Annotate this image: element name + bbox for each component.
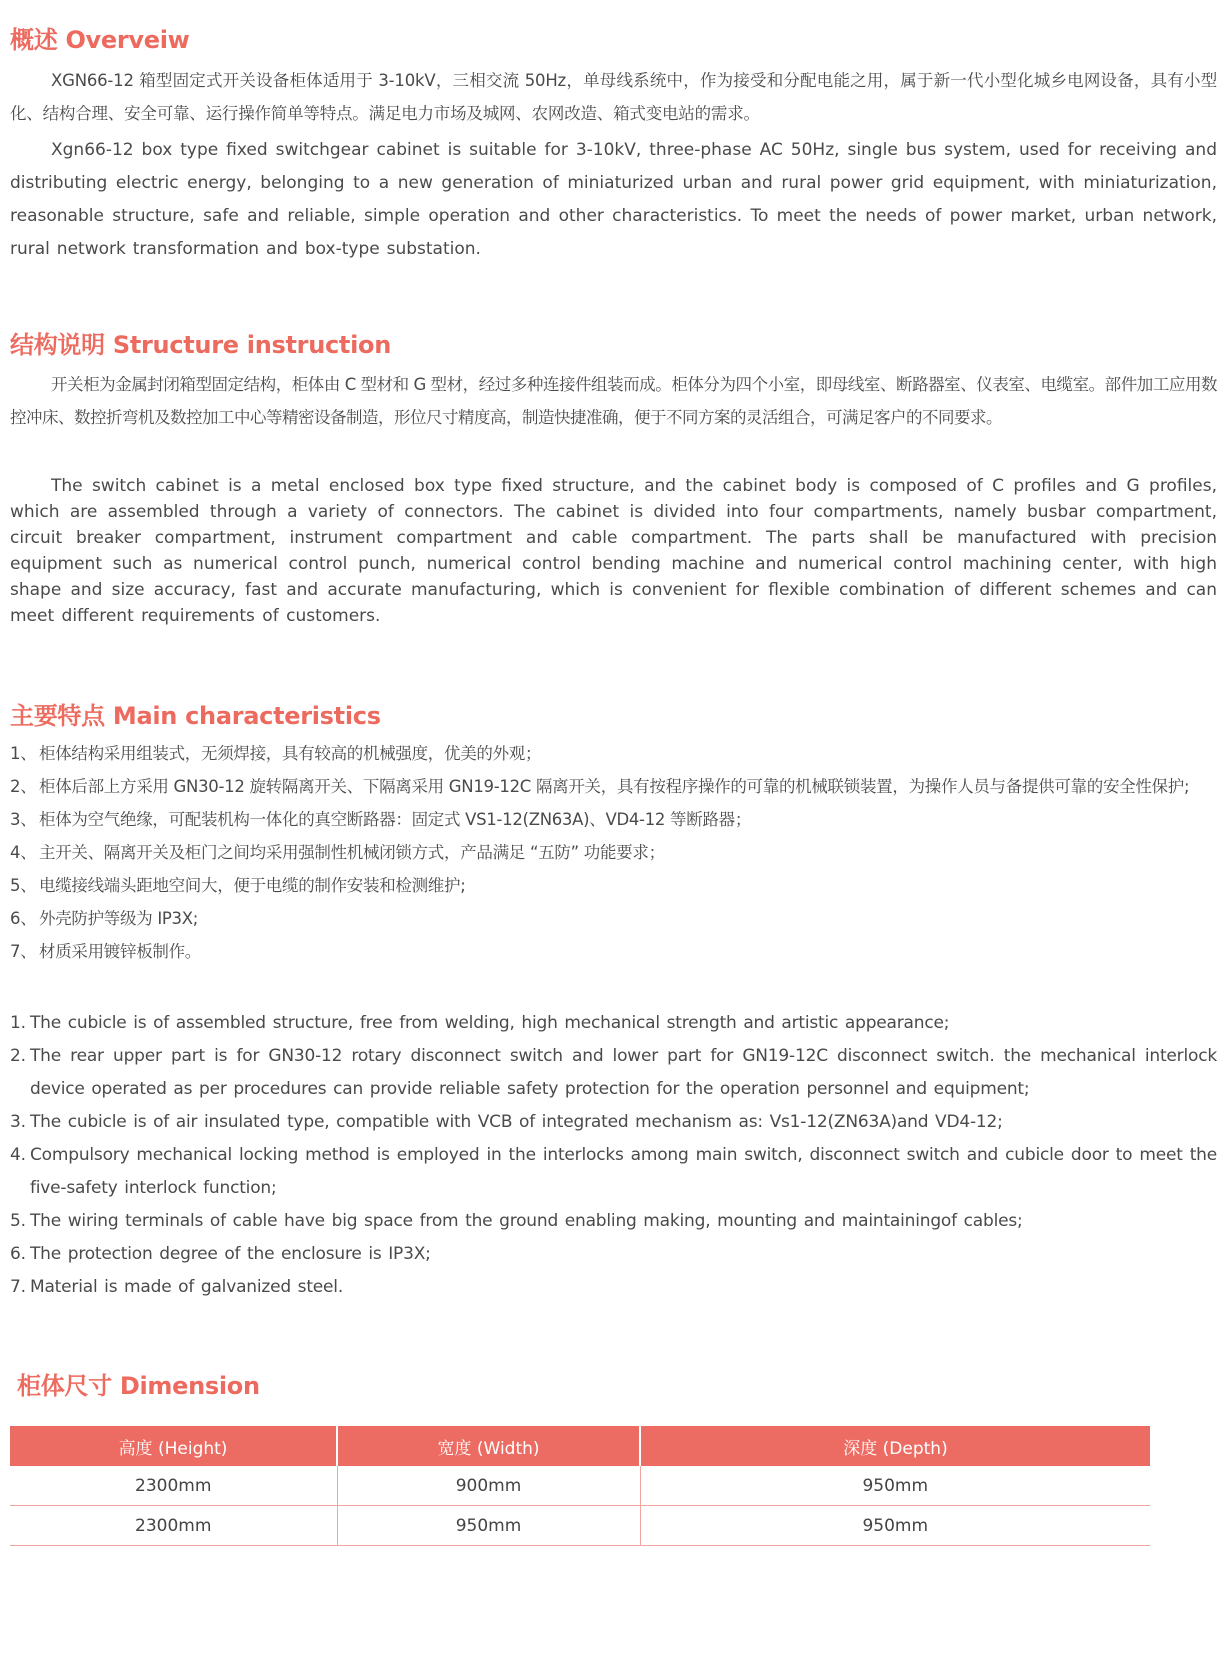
list-item — [10, 1271, 1217, 1304]
table-cell: 2300mm — [10, 1506, 337, 1546]
list-item-number: 3、 — [10, 810, 37, 829]
list-item-text: Material is made of galvanized steel. — [30, 1277, 344, 1297]
list-item-text: The cubicle is of air insulated type, compatible with VCB of integrated mechanism as: Vs1-12(ZN63A)and VD4-12; — [30, 1112, 1003, 1132]
list-item-number: 7、 — [10, 942, 37, 961]
table-row — [10, 1466, 1150, 1506]
characteristics-en-list — [10, 1007, 1217, 1304]
table-cell: 950mm — [640, 1506, 1150, 1546]
list-item-text: The wiring terminals of cable have big space from the ground enabling making, mounting and maintainingof cables; — [30, 1211, 1023, 1231]
table-cell: 950mm — [640, 1466, 1150, 1506]
list-item — [10, 1205, 1217, 1238]
overview-heading: 概述 Overveiw — [10, 26, 190, 54]
column-header-width: 宽度 (Width) — [337, 1426, 640, 1466]
list-item — [10, 1007, 1217, 1040]
list-item — [10, 869, 1217, 902]
list-item-number: 5、 — [10, 876, 37, 895]
characteristics-cn-list — [10, 737, 1217, 968]
list-item-number: 3. — [10, 1112, 26, 1132]
structure-en-paragraph: The switch cabinet is a metal enclosed box type fixed structure, and the cabinet body is composed of C profiles and G profiles, which are assembled through a variety of connectors. The cabinet is divided into four compartments, namely busbar compartment, circuit breaker compartment, instrument compartment and cable compartment. The parts shall be manufactured with precision equipment such as numerical control punch, numerical control bending machine and numerical control machining center, with high shape and size accuracy, fast and accurate manufacturing, which is convenient for flexible combination of different schemes and can meet different requirements of customers. — [10, 476, 1217, 626]
list-item-text: The cubicle is of assembled structure, free from welding, high mechanical strength and artistic appearance; — [30, 1013, 950, 1033]
list-item-number: 5. — [10, 1211, 26, 1231]
list-item-number: 4、 — [10, 843, 37, 862]
dimension-heading: 柜体尺寸 Dimension — [17, 1372, 260, 1400]
list-item — [10, 1040, 1217, 1106]
table-cell: 950mm — [337, 1506, 640, 1546]
structure-heading: 结构说明 Structure instruction — [10, 331, 391, 359]
overview-cn-paragraph: XGN66-12 箱型固定式开关设备柜体适用于 3-10kV，三相交流 50Hz，单母线系统中，作为接受和分配电能之用，属于新一代小型化城乡电网设备，具有小型化、结构合理、安全可靠、运行操作简单等特点。满足电力市场及城网、农网改造、箱式变电站的需求。 — [10, 71, 1217, 123]
characteristics-heading: 主要特点 Main characteristics — [10, 702, 381, 730]
list-item-text: Compulsory mechanical locking method is employed in the interlocks among main switch, disconnect switch and cubicle door to meet the five-safety interlock function; — [30, 1145, 1217, 1198]
table-cell: 2300mm — [10, 1466, 337, 1506]
table-row — [10, 1506, 1150, 1546]
dimension-table — [10, 1426, 1150, 1546]
list-item-text: 电缆接线端头距地空间大，便于电缆的制作安装和检测维护; — [39, 876, 466, 895]
list-item-text: 材质采用镀锌板制作。 — [39, 942, 202, 961]
list-item-number: 2. — [10, 1046, 26, 1066]
structure-cn-paragraph: 开关柜为金属封闭箱型固定结构，柜体由 C 型材和 G 型材，经过多种连接件组装而成。柜体分为四个小室，即母线室、断路器室、仪表室、电缆室。部件加工应用数控冲床、数控折弯机及数控加工中心等精密设备制造，形位尺寸精度高，制造快捷准确，便于不同方案的灵活组合，可满足客户的不同要求。 — [10, 375, 1217, 427]
list-item — [10, 1106, 1217, 1139]
list-item — [10, 836, 1217, 869]
overview-en-paragraph: Xgn66-12 box type fixed switchgear cabinet is suitable for 3-10kV, three-phase AC 50Hz, single bus system, used for receiving and distributing electric energy, belonging to a new generation of miniaturized urban and rural power grid equipment, with miniaturization, reasonable structure, safe and reliable, simple operation and other characteristics. To meet the needs of power market, urban network, rural network transformation and box-type substation. — [10, 140, 1217, 259]
list-item-text: 主开关、隔离开关及柜门之间均采用强制性机械闭锁方式，产品满足 “五防” 功能要求； — [39, 843, 665, 862]
list-item-text: 外壳防护等级为 IP3X; — [39, 909, 199, 928]
list-item-text: 柜体后部上方采用 GN30-12 旋转隔离开关、下隔离采用 GN19-12C 隔离开关，具有按程序操作的可靠的机械联锁装置，为操作人员与备提供可靠的安全性保护; — [39, 777, 1190, 796]
column-header-depth: 深度 (Depth) — [640, 1426, 1150, 1466]
list-item-text: The rear upper part is for GN30-12 rotary disconnect switch and lower part for GN19-12C disconnect switch. the mechanical interlock device operated as per procedures can provide reliable safety protection for the operation personnel and equipment; — [30, 1046, 1217, 1099]
list-item — [10, 1238, 1217, 1271]
list-item — [10, 803, 1217, 836]
list-item-text: 柜体为空气绝缘，可配装机构一体化的真空断路器：固定式 VS1-12(ZN63A)、VD4-12 等断路器； — [39, 810, 752, 829]
list-item — [10, 770, 1217, 803]
list-item-number: 6. — [10, 1244, 26, 1264]
list-item-number: 7. — [10, 1277, 26, 1297]
list-item-text: The protection degree of the enclosure is IP3X; — [30, 1244, 431, 1264]
column-header-height: 高度 (Height) — [10, 1426, 337, 1466]
list-item — [10, 737, 1217, 770]
list-item-number: 1. — [10, 1013, 26, 1033]
list-item-number: 4. — [10, 1145, 26, 1165]
list-item-number: 2、 — [10, 777, 37, 796]
list-item-text: 柜体结构采用组装式，无须焊接，具有较高的机械强度，优美的外观； — [39, 744, 542, 763]
list-item — [10, 902, 1217, 935]
list-item-number: 6、 — [10, 909, 37, 928]
list-item — [10, 935, 1217, 968]
list-item — [10, 1139, 1217, 1205]
table-cell: 900mm — [337, 1466, 640, 1506]
list-item-number: 1、 — [10, 744, 37, 763]
table-header-row — [10, 1426, 1150, 1466]
